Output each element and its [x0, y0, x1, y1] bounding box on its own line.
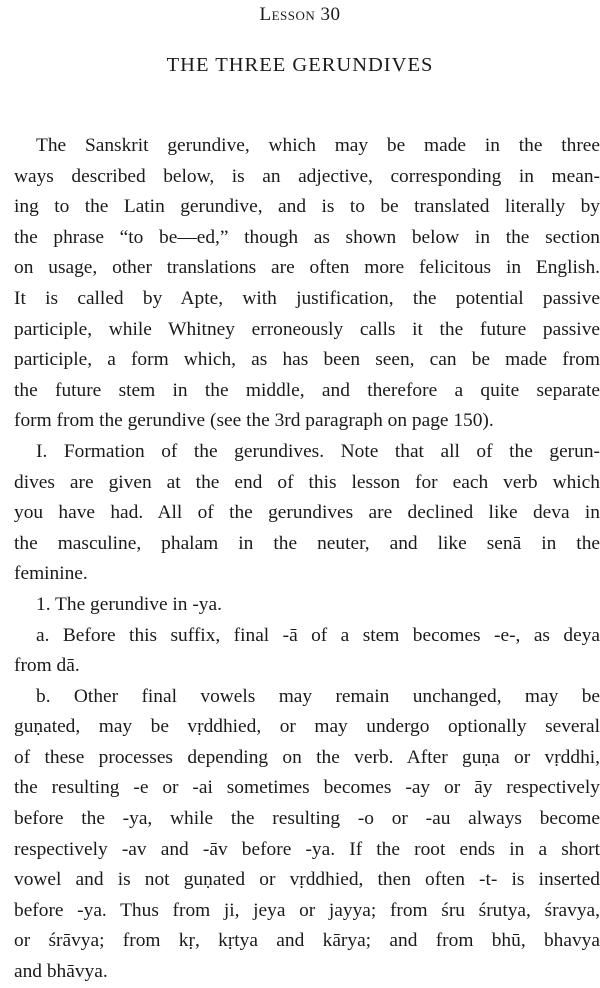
text-line: the resulting -e or -ai sometimes becomes -ay or āy respectively: [14, 777, 600, 799]
text-line: you have had. All of the gerundives are declined like deva in: [14, 502, 600, 524]
text-line: on usage, other translations are often more felicitous in English.: [14, 257, 600, 279]
text-line: ing to the Latin gerundive, and is to be translated literally by: [14, 196, 600, 218]
chapter-title: THE THREE GERUNDIVES: [166, 54, 434, 76]
text-line: ways described below, is an adjective, corresponding in mean-: [14, 165, 600, 187]
text-line: and bhāvya.: [14, 961, 108, 983]
text-line: dives are given at the end of this lesson for each verb which: [14, 471, 600, 493]
text-line: or śrāvya; from kṛ, kṛtya and kārya; and from bhū, bhavya: [14, 930, 600, 952]
text-line: the phrase “to be—ed,” though as shown below in the section: [14, 226, 600, 248]
text-line: the masculine, phalam in the neuter, and like senā in the: [14, 532, 600, 554]
text-line: before -ya. Thus from ji, jeya or jayya; from śru śrutya, śravya,: [14, 899, 600, 921]
paragraph: [14, 590, 600, 621]
text-line: participle, while Whitney erroneously calls it the future passive: [14, 318, 600, 340]
running-head: Lesson 30: [259, 4, 341, 25]
text-line: a. Before this suffix, final -ā of a stem becomes -e-, as deya: [36, 624, 600, 646]
text-line: It is called by Apte, with justification, the potential passive: [14, 287, 600, 309]
text-line: of these processes depending on the verb. After guṇa or vṛddhi,: [14, 746, 600, 768]
paragraph: [14, 131, 600, 437]
text-line: respectively -av and -āv before -ya. If the root ends in a short: [14, 838, 600, 860]
text-line: from dā.: [14, 655, 80, 677]
paragraph: [14, 682, 600, 988]
body-text: [14, 131, 600, 988]
text-line: the future stem in the middle, and therefore a quite separate: [14, 379, 600, 401]
text-line: The Sanskrit gerundive, which may be made in the three: [36, 135, 600, 156]
paragraph: [14, 437, 600, 590]
text-line: before the -ya, while the resulting -o or -au always become: [14, 808, 600, 830]
text-line: form from the gerundive (see the 3rd paragraph on page 150).: [14, 410, 494, 432]
text-line: guṇated, may be vṛddhied, or may undergo optionally several: [14, 716, 600, 738]
text-line: 1. The gerundive in -ya.: [36, 593, 222, 615]
text-line: vowel and is not guṇated or vṛddhied, then often -t- is inserted: [14, 869, 600, 891]
text-line: feminine.: [14, 563, 88, 585]
text-line: participle, a form which, as has been seen, can be made from: [14, 349, 600, 371]
text-line: b. Other final vowels may remain unchanged, may be: [36, 685, 600, 707]
paragraph: [14, 621, 600, 682]
text-line: I. Formation of the gerundives. Note that all of the gerun-: [36, 440, 600, 462]
